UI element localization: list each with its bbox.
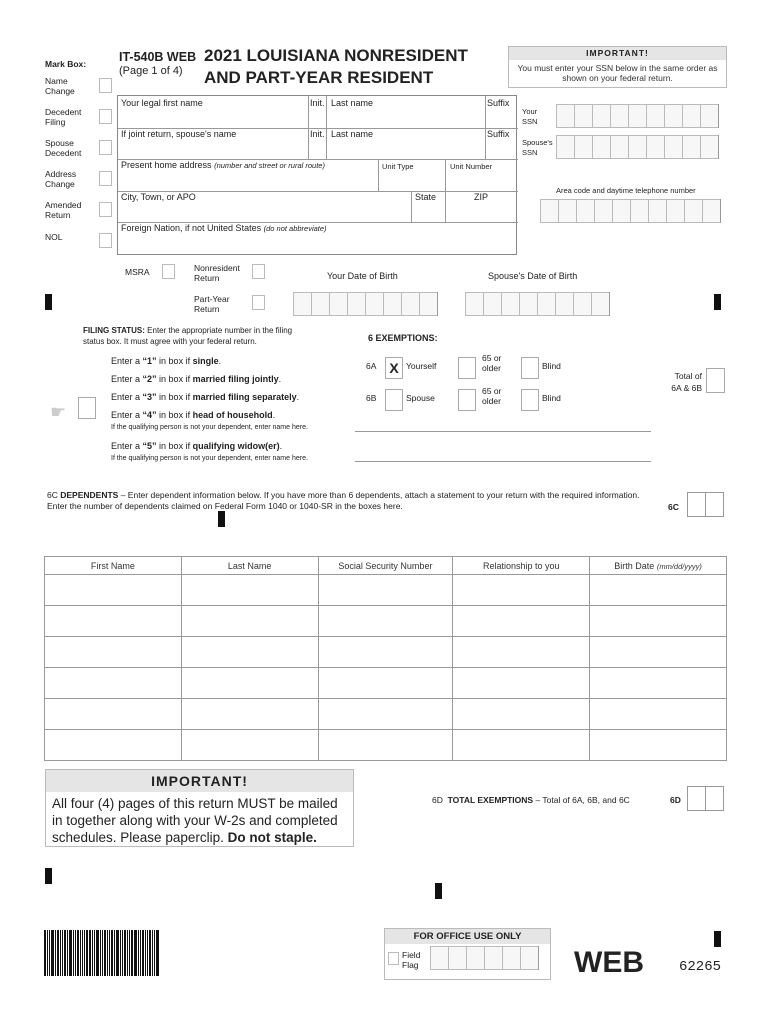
qualifying-note-4: If the qualifying person is not your dependent, enter name here. (111, 424, 308, 431)
barcode-bar (82, 930, 83, 976)
dependent-ssn-cell[interactable] (318, 668, 453, 699)
filing-option-1: Enter a “1” in box if single. (111, 356, 222, 366)
registration-mark-bottom-right (714, 931, 721, 947)
address-hint: (number and street or rural route) (214, 161, 325, 170)
exemptions-heading: 6 EXEMPTIONS: (368, 333, 438, 343)
col-relationship: Relationship to you (453, 557, 590, 575)
filing-status-box[interactable] (78, 397, 96, 419)
city-field[interactable]: City, Town, or APO (121, 192, 196, 202)
form-id: IT-540B WEB (119, 50, 197, 64)
barcode-bar (44, 930, 46, 976)
barcode (44, 930, 184, 976)
mark-decedent-label: Decedent Filing (45, 107, 82, 127)
nol-checkbox[interactable] (99, 233, 112, 248)
suffix-field[interactable]: Suffix (487, 98, 510, 108)
dependent-birth-date-cell[interactable] (590, 606, 727, 637)
dependent-ssn-cell[interactable] (318, 699, 453, 730)
dependents-instructions (47, 490, 647, 512)
barcode-bar (86, 930, 88, 976)
foreign-nation-field[interactable] (121, 223, 327, 233)
yourself-65-label: 65 or older (482, 353, 502, 373)
barcode-bar (55, 930, 56, 976)
yourself-checkbox[interactable]: X (385, 357, 403, 379)
foreign-label: Foreign Nation, if not United States (121, 223, 262, 233)
barcode-bar (60, 930, 61, 976)
total-6a-6b-box[interactable] (706, 368, 725, 393)
barcode-bar (107, 930, 108, 976)
dependent-first-name-cell[interactable] (45, 606, 182, 637)
field-flag-label: Field Flag (402, 950, 421, 970)
pointing-hand-icon: ☛ (50, 402, 67, 422)
dependent-relationship-cell[interactable] (453, 606, 590, 637)
barcode-bar (92, 930, 93, 976)
important-bottom-heading: IMPORTANT! (46, 770, 353, 792)
spouse-label: Spouse (406, 393, 435, 403)
dependent-relationship-cell[interactable] (453, 699, 590, 730)
spouse-decedent-checkbox[interactable] (99, 140, 112, 155)
dependent-last-name-cell[interactable] (181, 637, 318, 668)
barcode-bar (154, 930, 155, 976)
dependent-last-name-cell[interactable] (181, 575, 318, 606)
dependents-table (44, 556, 727, 761)
total-exemptions-input[interactable] (687, 786, 724, 811)
important-heading: IMPORTANT! (509, 47, 726, 60)
yourself-65-checkbox[interactable] (458, 357, 476, 379)
decedent-checkbox[interactable] (99, 109, 112, 124)
filing-option-5: Enter a “5” in box if qualifying widow(er). (111, 441, 283, 451)
registration-mark-bottom-left (45, 868, 52, 884)
filing-option-4: Enter a “4” in box if head of household. (111, 410, 276, 420)
spouse-ssn-label: Spouse's SSN (522, 138, 553, 157)
filing-option-3: Enter a “3” in box if married filing separately. (111, 392, 300, 402)
mark-spouse-decedent-label: Spouse Decedent (45, 138, 82, 158)
dependent-birth-date-cell[interactable] (590, 637, 727, 668)
msra-label: MSRA (125, 267, 150, 277)
dependent-first-name-cell[interactable] (45, 699, 182, 730)
form-title-line1: 2021 LOUISIANA NONRESIDENT (204, 46, 468, 65)
dependent-relationship-cell[interactable] (453, 668, 590, 699)
total-exemptions-box-label: 6D (670, 795, 681, 805)
col-first-name: First Name (45, 557, 182, 575)
barcode-bar (51, 930, 54, 976)
row-6b-label: 6B (366, 393, 377, 403)
first-name-field[interactable]: Your legal first name (121, 98, 203, 108)
barcode-bar (127, 930, 128, 976)
dependent-ssn-cell[interactable] (318, 575, 453, 606)
qualifying-name-line-5[interactable] (355, 461, 651, 462)
address-label: Present home address (121, 160, 212, 170)
barcode-bar (47, 930, 48, 976)
dependent-ssn-cell[interactable] (318, 606, 453, 637)
col-last-name: Last Name (181, 557, 318, 575)
dependent-row (45, 699, 727, 730)
zip-field[interactable]: ZIP (474, 192, 489, 202)
barcode-bar (89, 930, 91, 976)
spouse-65-checkbox[interactable] (458, 389, 476, 411)
barcode-bar (100, 930, 101, 976)
registration-mark-dependents (218, 511, 225, 527)
address-field[interactable] (121, 160, 325, 170)
barcode-bar (156, 930, 159, 976)
dependent-ssn-cell[interactable] (318, 730, 453, 761)
dependent-row (45, 637, 727, 668)
yourself-label: Yourself (406, 361, 437, 371)
nonresident-label: Nonresident Return (194, 263, 240, 283)
nonresident-checkbox[interactable] (252, 264, 265, 279)
mark-amended-label: Amended Return (45, 200, 82, 220)
qualifying-note-5: If the qualifying person is not your dependent, enter name here. (111, 455, 308, 462)
barcode-bar (134, 930, 137, 976)
dependents-text: – Enter dependent information below. If you have more than 6 dependents, attach a statement to your return with the required information. Enter the number of dependents claimed on Federal Form 1040 or 1040-SR in the boxes here. (47, 490, 640, 511)
phone-input[interactable] (540, 199, 721, 223)
registration-mark-bottom-mid (435, 883, 442, 899)
barcode-bar (116, 930, 119, 976)
barcode-bar (77, 930, 79, 976)
important-notice-bottom (45, 769, 354, 847)
dependent-last-name-cell[interactable] (181, 606, 318, 637)
barcode-bar (67, 930, 68, 976)
barcode-bar (64, 930, 66, 976)
spouse-blind-label: Blind (542, 393, 561, 403)
spouse-ssn-input[interactable] (556, 135, 719, 159)
registration-mark-right (714, 294, 721, 310)
initial-field[interactable]: Init. (310, 98, 325, 108)
barcode-bar (69, 930, 72, 976)
barcode-bar (80, 930, 81, 976)
partyear-checkbox[interactable] (252, 295, 265, 310)
yourself-blind-label: Blind (542, 361, 561, 371)
dependent-last-name-cell[interactable] (181, 668, 318, 699)
filing-status-intro-text: Enter the appropriate number in the filing status box. It must agree with your federal return. (83, 326, 293, 346)
office-use-heading: FOR OFFICE USE ONLY (385, 929, 550, 944)
dependent-birth-date-cell[interactable] (590, 668, 727, 699)
filing-status-intro (83, 325, 313, 347)
dependents-count-input[interactable] (687, 492, 724, 517)
spouse-suffix-field[interactable]: Suffix (487, 129, 510, 139)
office-use-input (430, 946, 539, 970)
barcode-bar (57, 930, 59, 976)
dependent-birth-date-cell[interactable] (590, 699, 727, 730)
spouse-last-name-field[interactable]: Last name (331, 129, 374, 139)
barcode-bar (62, 930, 63, 976)
unit-number-field[interactable]: Unit Number (450, 162, 493, 171)
dependents-6c-box-label: 6C (668, 502, 679, 512)
mark-name-change-label: Name Change (45, 76, 75, 96)
dependent-last-name-cell[interactable] (181, 699, 318, 730)
dependent-first-name-cell[interactable] (45, 575, 182, 606)
barcode-bar (131, 930, 133, 976)
dependent-relationship-cell[interactable] (453, 730, 590, 761)
spouse-checkbox[interactable] (385, 389, 403, 411)
last-name-field[interactable]: Last name (331, 98, 374, 108)
form-title-line2: AND PART-YEAR RESIDENT (204, 68, 434, 87)
spouse-dob-input[interactable] (465, 292, 610, 316)
msra-checkbox[interactable] (162, 264, 175, 279)
barcode-bar (120, 930, 121, 976)
barcode-bar (75, 930, 76, 976)
office-use-section (384, 928, 551, 980)
barcode-bar (104, 930, 106, 976)
barcode-bar (147, 930, 148, 976)
foreign-hint: (do not abbreviate) (263, 224, 327, 233)
your-dob-label: Your Date of Birth (327, 271, 398, 281)
mark-box-label: Mark Box: (45, 59, 87, 69)
spouse-dob-label: Spouse's Date of Birth (488, 271, 578, 281)
amended-checkbox[interactable] (99, 202, 112, 217)
dependent-birth-date-cell[interactable] (590, 575, 727, 606)
spouse-name-field[interactable]: If joint return, spouse's name (121, 129, 237, 139)
barcode-bar (149, 930, 151, 976)
barcode-bar (111, 930, 113, 976)
your-ssn-input[interactable] (556, 104, 719, 128)
barcode-bar (129, 930, 130, 976)
mark-nol-label: NOL (45, 232, 63, 242)
field-flag-checkbox[interactable] (388, 952, 399, 965)
barcode-bar (142, 930, 144, 976)
page-indicator: (Page 1 of 4) (119, 65, 183, 77)
row-6a-label: 6A (366, 361, 377, 371)
mark-address-change-label: Address Change (45, 169, 77, 189)
barcode-bar (152, 930, 153, 976)
filing-status-heading: FILING STATUS: (83, 326, 145, 335)
spouse-65-label: 65 or older (482, 386, 502, 406)
barcode-bar (84, 930, 85, 976)
dependent-first-name-cell[interactable] (45, 730, 182, 761)
dependent-first-name-cell[interactable] (45, 637, 182, 668)
filing-option-2: Enter a “2” in box if married filing jointly. (111, 374, 282, 384)
web-mark: WEB (574, 946, 644, 979)
unit-type-field[interactable]: Unit Type (382, 162, 414, 171)
address-change-checkbox[interactable] (99, 171, 112, 186)
barcode-bar (102, 930, 103, 976)
total-exemptions-line (432, 795, 630, 805)
barcode-bar (124, 930, 126, 976)
spouse-initial-field[interactable]: Init. (310, 129, 325, 139)
dependent-birth-date-cell[interactable] (590, 730, 727, 761)
dependents-heading: DEPENDENTS (60, 490, 119, 500)
dependent-last-name-cell[interactable] (181, 730, 318, 761)
dependent-relationship-cell[interactable] (453, 637, 590, 668)
barcode-bar (96, 930, 99, 976)
spouse-blind-checkbox[interactable] (521, 389, 539, 411)
your-dob-input[interactable] (293, 292, 438, 316)
qualifying-name-line-4[interactable] (355, 431, 651, 432)
barcode-bar (114, 930, 115, 976)
important-text: You must enter your SSN below in the same order as shown on your federal return. (517, 63, 718, 83)
barcode-bar (73, 930, 74, 976)
barcode-bar (145, 930, 146, 976)
partyear-label: Part-Year Return (194, 294, 230, 314)
form-code: 62265 (679, 959, 722, 975)
barcode-bar (138, 930, 139, 976)
dependent-row (45, 730, 727, 761)
important-bottom-text: All four (4) pages of this return MUST be mailed in together along with your W-2s and completed schedules. Please paperclip. Do not staple. (52, 796, 338, 845)
dependent-relationship-cell[interactable] (453, 575, 590, 606)
col-ssn: Social Security Number (318, 557, 453, 575)
total-exemptions-label-6d: 6D (432, 795, 443, 805)
your-ssn-label: Your SSN (522, 107, 538, 126)
dependent-first-name-cell[interactable] (45, 668, 182, 699)
dependent-row (45, 668, 727, 699)
barcode-bar (122, 930, 123, 976)
total-exemptions-heading: TOTAL EXEMPTIONS (447, 795, 534, 805)
phone-label: Area code and daytime telephone number (556, 186, 696, 195)
dependent-row (45, 575, 727, 606)
dependents-label-6c: 6C (47, 490, 58, 500)
important-notice-top (508, 46, 727, 88)
barcode-bar (140, 930, 141, 976)
barcode-bar (94, 930, 95, 976)
dependent-row (45, 606, 727, 637)
dependent-ssn-cell[interactable] (318, 637, 453, 668)
registration-mark-left (45, 294, 52, 310)
barcode-bar (109, 930, 110, 976)
yourself-blind-checkbox[interactable] (521, 357, 539, 379)
col-birth-date: Birth Date (mm/dd/yyyy) (590, 557, 727, 575)
name-change-checkbox[interactable] (99, 78, 112, 93)
total-6a-6b-label: Total of 6A & 6B (671, 371, 702, 393)
barcode-bar (49, 930, 50, 976)
total-exemptions-text: – Total of 6A, 6B, and 6C (533, 795, 630, 805)
state-field[interactable]: State (415, 192, 437, 202)
